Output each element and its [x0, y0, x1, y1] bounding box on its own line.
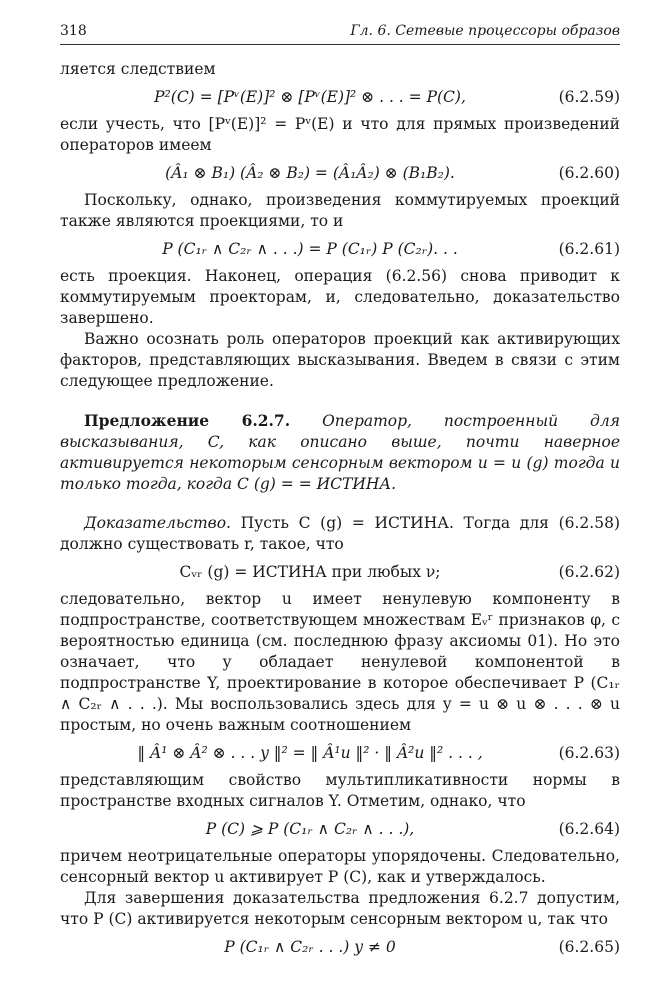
equation-formula: ‖ Â¹ ⊗ Â² ⊗ . . . y ‖² = ‖ Â¹u ‖² · ‖ Â²u ‖² . . . , — [137, 743, 483, 762]
equation-formula: P (C₁ᵣ ∧ C₂ᵣ ∧ . . .) = P (C₁ᵣ) P (C₂ᵣ). . . — [162, 239, 458, 258]
equation-6-2-62 — [60, 555, 620, 589]
equation-number: (6.2.65) — [558, 937, 620, 956]
equation-formula: (Â₁ ⊗ B₁) (Â₂ ⊗ B₂) = (Â₁Â₂) ⊗ (B₁B₂). — [165, 163, 455, 182]
equation-6-2-59 — [60, 80, 620, 114]
equation-number: (6.2.64) — [558, 819, 620, 838]
equation-6-2-64 — [60, 812, 620, 846]
proposition-label: Предложение 6.2.7. — [84, 411, 291, 430]
proof-paragraph — [60, 513, 620, 555]
equation-number: (6.2.63) — [558, 743, 620, 762]
equation-formula: Cᵥᵣ (g) = ИСТИНА при любых ν; — [179, 562, 441, 581]
equation-number: (6.2.60) — [558, 163, 620, 182]
page-number: 318 — [60, 23, 87, 39]
paragraph-2: если учесть, что [Pᵛ(E)]² = Pᵛ(E) и что для прямых произведений операторов имеем — [60, 115, 620, 154]
equation-formula: P (C₁ᵣ ∧ C₂ᵣ . . .) y ≠ 0 — [224, 937, 396, 956]
paragraph-4: есть проекция. Наконец, операция (6.2.56) снова приводит к коммутируемым проекторам, и, следовательно, доказательство завершено. — [60, 267, 620, 327]
paragraph-7: представляющим свойство мультипликативности нормы в пространстве входных сигналов Y. Отметим, однако, что — [60, 771, 620, 810]
equation-number: (6.2.62) — [558, 562, 620, 581]
equation-number: (6.2.59) — [558, 87, 620, 106]
paragraph-1: ляется следствием — [60, 60, 216, 78]
equation-6-2-61 — [60, 232, 620, 266]
proof-text: Пусть C (g) = ИСТИНА. Тогда для (6.2.58) должно существовать r, такое, что — [60, 514, 620, 553]
proposition-6-2-7 — [60, 410, 620, 495]
paragraph-6: следовательно, вектор u имеет ненулевую компоненту в подпространстве, соответствующем множествам Eᵥʳ признаков φ, с вероятностью единица (см. последнюю фразу аксиомы 01). Но это означает, что y обладает ненулевой компонентой в подпространстве Y, проектирование в которое обеспечивает P (C₁ᵣ ∧ C₂ᵣ ∧ . . .). Мы воспользовались здесь для y = u ⊗ u ⊗ . . . ⊗ u простым, но очень важным соотношением — [60, 590, 620, 734]
equation-formula: P (C) ⩾ P (C₁ᵣ ∧ C₂ᵣ ∧ . . .), — [205, 819, 415, 838]
equation-6-2-60 — [60, 156, 620, 190]
book-page — [60, 20, 620, 964]
paragraph-5: Важно осознать роль операторов проекций как активирующих факторов, представляющих высказывания. Введем в связи с этим следующее предложение. — [60, 330, 620, 390]
equation-6-2-65 — [60, 930, 620, 964]
running-header — [60, 20, 620, 45]
equation-number: (6.2.61) — [558, 239, 620, 258]
proposition-text: Оператор, построенный для высказывания, C, как описано выше, почти наверное активируется некоторым сенсорным вектором u = u (g) тогда и только тогда, когда C (g) = = ИСТИНА. — [60, 412, 620, 493]
running-title: Гл. 6. Сетевые процессоры образов — [350, 23, 620, 39]
paragraph-3: Поскольку, однако, произведения коммутируемых проекций также являются проекциями, то и — [60, 191, 620, 230]
equation-formula: P²(C) = [Pᵛ(E)]² ⊗ [Pᵛ(E)]² ⊗ . . . = P(C), — [154, 87, 466, 106]
paragraph-9: Для завершения доказательства предложения 6.2.7 допустим, что P (C) активируется некоторым сенсорным вектором u, так что — [60, 889, 620, 928]
proof-label: Доказательство. — [84, 514, 231, 532]
equation-6-2-63 — [60, 736, 620, 770]
paragraph-8: причем неотрицательные операторы упорядочены. Следовательно, сенсорный вектор u активирует P (C), как и утверждалось. — [60, 847, 620, 886]
